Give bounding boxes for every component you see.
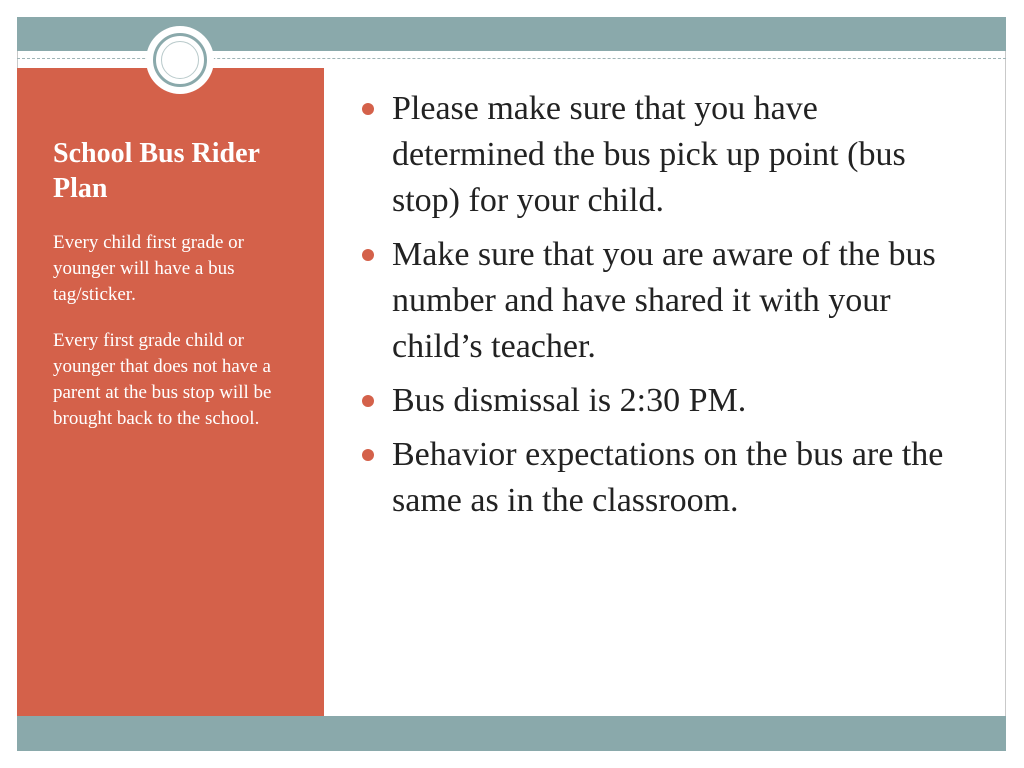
bullet-text: Bus dismissal is 2:30 PM. xyxy=(392,382,747,419)
bullet-text: Please make sure that you have determined the bus pick up point (bus stop) for your child. xyxy=(392,90,906,219)
emblem-inner-ring xyxy=(161,41,199,79)
circle-ring-icon xyxy=(146,26,214,94)
slide-title: School Bus Rider Plan xyxy=(53,138,260,204)
sidebar-paragraph: Every first grade child or younger that does not have a parent at the bus stop will be brought back to the school. xyxy=(53,330,272,429)
sidebar-panel xyxy=(17,68,324,716)
bullet-dot-icon xyxy=(362,449,374,461)
list-item xyxy=(358,378,978,424)
bottom-band xyxy=(17,716,1006,751)
main-content xyxy=(358,86,978,532)
list-item xyxy=(358,232,978,370)
bullet-list xyxy=(358,86,978,524)
bullet-dot-icon xyxy=(362,103,374,115)
list-item xyxy=(358,432,978,524)
bullet-text: Make sure that you are aware of the bus number and have shared it with your child’s teacher. xyxy=(392,236,936,365)
sidebar-paragraph: Every child first grade or younger will have a bus tag/sticker. xyxy=(53,232,244,305)
bullet-text: Behavior expectations on the bus are the same as in the classroom. xyxy=(392,436,944,519)
list-item xyxy=(358,86,978,224)
emblem-ring xyxy=(153,33,207,87)
bullet-dot-icon xyxy=(362,249,374,261)
bullet-dot-icon xyxy=(362,395,374,407)
